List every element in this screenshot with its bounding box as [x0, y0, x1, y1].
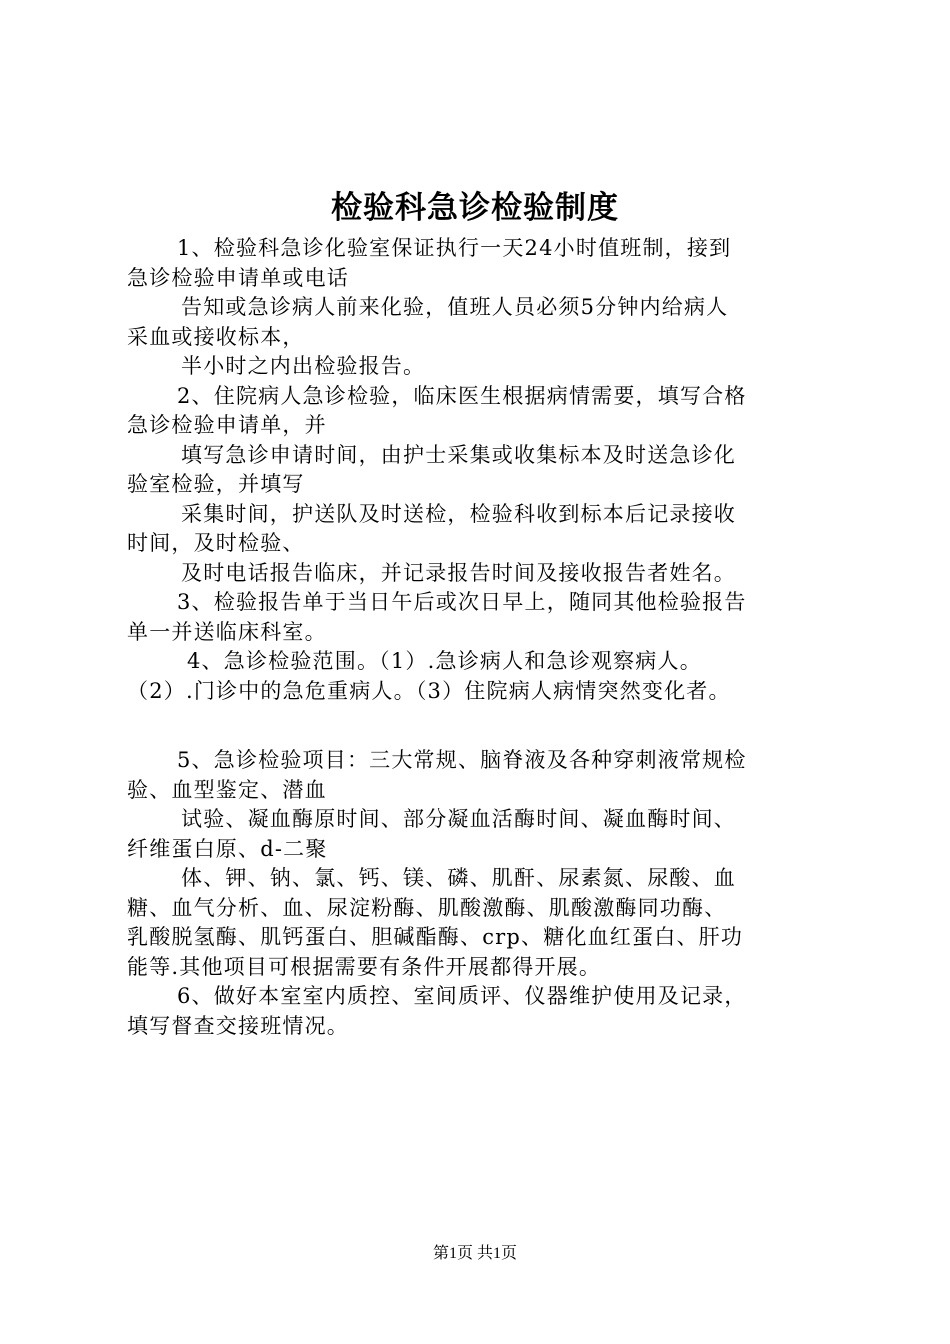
paragraph-line: 6、做好本室室内质控、室间质评、仪器维护使用及记录， [177, 984, 747, 1008]
page-number-footer: 第1页 共1页 [432, 1245, 517, 1262]
document-body [127, 234, 837, 1041]
paragraph-line: 单一并送临床科室。 [127, 619, 327, 644]
document-title: 检验科急诊检验制度 [331, 190, 619, 226]
paragraph-line: 试验、凝血酶原时间、部分凝血活酶时间、凝血酶时间、 [181, 807, 736, 831]
paragraph-line: 能等.其他项目可根据需要有条件开展都得开展。 [127, 954, 602, 979]
paragraph-line: 半小时之内出检验报告。 [181, 354, 426, 378]
paragraph-line: 采集时间，护送队及时送检，检验科收到标本后记录接收 [181, 501, 736, 526]
paragraph-line: 4、急诊检验范围。（1）.急诊病人和急诊观察病人。 [187, 649, 702, 673]
paragraph-line: 体、钾、钠、氯、钙、镁、磷、肌酐、尿素氮、尿酸、血 [181, 866, 736, 890]
paragraph-line: 乳酸脱氢酶、肌钙蛋白、胆碱酯酶、crp、糖化血红蛋白、肝功 [127, 925, 744, 949]
paragraph-line: 填写急诊申请时间，由护士采集或收集标本及时送急诊化 [181, 442, 736, 467]
paragraph-line: 验、血型鉴定、潜血 [127, 777, 327, 802]
paragraph-line: 急诊检验申请单或电话 [127, 265, 349, 290]
paragraph-line: 糖、血气分析、血、尿淀粉酶、肌酸激酶、肌酸激酶同功酶、 [127, 895, 727, 920]
paragraph-line: 及时电话报告临床，并记录报告时间及接收报告者姓名。 [181, 560, 736, 585]
paragraph-line: 采血或接收标本， [127, 324, 305, 349]
paragraph-line: 3、检验报告单于当日午后或次日早上，随同其他检验报告 [177, 590, 747, 614]
paragraph-line: 2、住院病人急诊检验，临床医生根据病情需要，填写合格 [177, 383, 747, 408]
paragraph-line: 验室检验，并填写 [127, 472, 305, 496]
paragraph-line: 时间，及时检验、 [127, 531, 305, 555]
paragraph-line: 1、检验科急诊化验室保证执行一天24小时值班制，接到 [177, 236, 732, 260]
paragraph-line: 急诊检验申请单，并 [127, 413, 327, 437]
paragraph-line: （2）.门诊中的急危重病人。（3）住院病人病情突然变化者。 [127, 678, 731, 703]
paragraph-line: 填写督查交接班情况。 [127, 1013, 349, 1038]
blank-line [127, 706, 837, 746]
paragraph-line: 5、急诊检验项目：三大常规、脑脊液及各种穿刺液常规检 [177, 748, 747, 772]
paragraph-line: 告知或急诊病人前来化验，值班人员必须5分钟内给病人 [181, 295, 729, 319]
paragraph-line: 纤维蛋白原、d-二聚 [127, 836, 328, 861]
